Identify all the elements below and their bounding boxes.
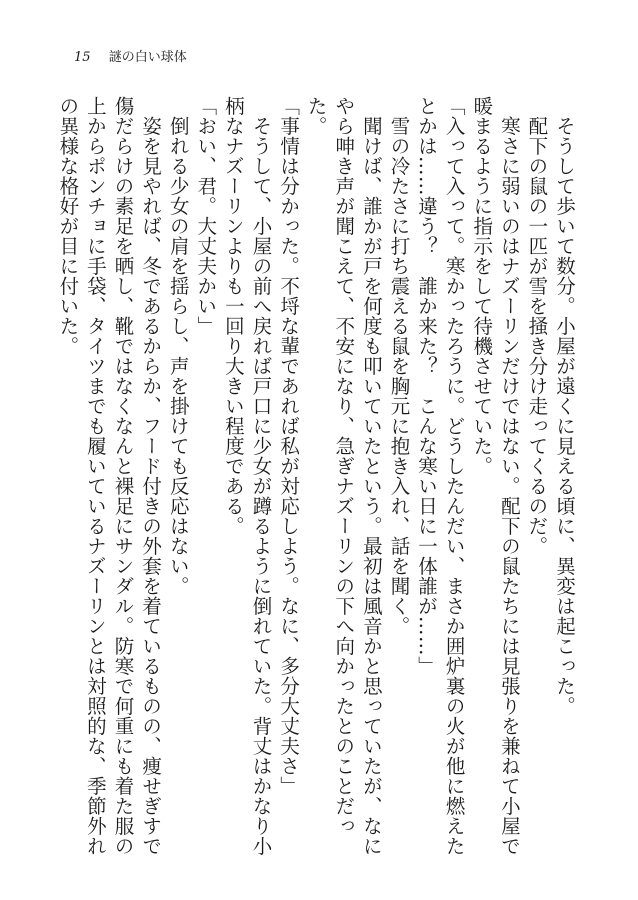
- chapter-title: 謎の白い球体: [108, 50, 187, 65]
- paragraph: 姿を見やれば、冬であるからか、フード付きの外套を着ているものの、痩せぎすで傷だらけの素足を晒し、靴ではなくなんと裸足にサンダル。防寒で何重にも着た服の上からポンチョに手袋、タイツまでも履いているナズーリンとは対照的な、季節外れの異様な格好が目に付いた。: [56, 96, 163, 856]
- dialogue-paragraph: 「入って入って。寒かったろうに。どうしたんだい、まさか囲炉裏の火が他に燃えたとかは……違う？ 誰か来た？ こんな寒い日に一体誰が……」: [415, 96, 466, 856]
- paragraph: 寒さに弱いのはナズーリンだけではない。配下の鼠たちには見張りを兼ねて小屋で暖まるように指示をして待機させていた。: [470, 96, 521, 856]
- paragraph: 聞けば、誰かが戸を何度も叩いていたという。最初は風音かと思っていたが、なにやら呻き声が聞こえて、不安になり、急ぎナズーリンの下へ向かったとのことだった。: [304, 96, 383, 856]
- paragraph: 倒れる少女の肩を揺らし、声を掛けても反応はない。: [166, 96, 190, 596]
- paragraph: そうして、小屋の前へ戻れば戸口に少女が蹲るように倒れていた。背丈はかなり小柄なナズーリンよりも一回り大きい程度である。: [221, 96, 273, 856]
- dialogue-paragraph: 「事情は分かった。不埒な輩であれば私が対応しよう。なに、多分大丈夫さ」: [277, 96, 301, 796]
- running-header: [74, 50, 187, 66]
- paragraph: 雪の冷たさに打ち震える鼠を胸元に抱き入れ、話を聞く。: [387, 96, 411, 636]
- paragraph: 配下の鼠の一匹が雪を掻き分け走ってくるのだ。: [525, 96, 549, 556]
- page-number: 15: [74, 50, 91, 65]
- paragraph: そうして歩いて数分。小屋が遠くに見える頃に、異変は起こった。: [553, 96, 576, 716]
- vertical-body-text: [56, 96, 578, 856]
- dialogue-paragraph: 「おい、君。大丈夫かい」: [194, 96, 218, 336]
